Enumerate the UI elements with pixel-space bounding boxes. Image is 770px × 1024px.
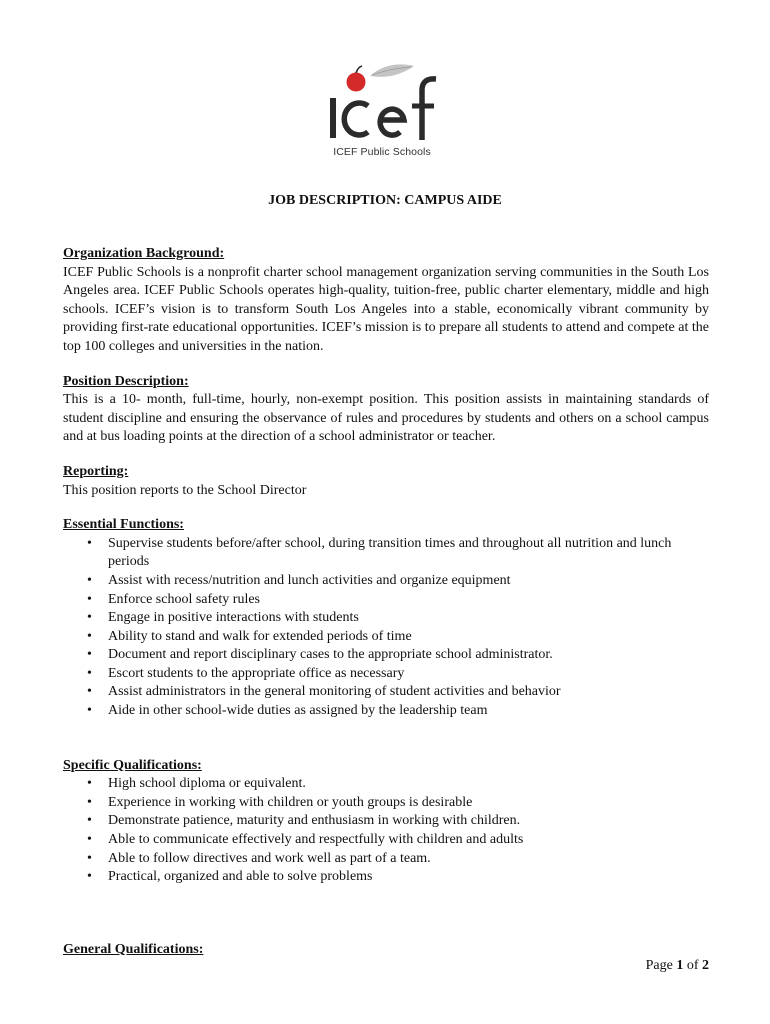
bullet-icon: • bbox=[87, 869, 92, 885]
list-item: • Assist with recess/nutrition and lunch activities and organize equipment bbox=[63, 572, 709, 591]
section-text: ICEF Public Schools is a nonprofit charter school management organization serving communities in the South Los Angeles area. ICEF Public Schools operates high-quality, tuition-free, public charter elementary, middle and high schools. ICEF’s vision is to transform South Los Angeles into a stable, economically vibrant community by providing first-rate educational opportunities. ICEF’s mission is to prepare all students to attend and compete at the top 100 colleges and universities in the nation. bbox=[63, 264, 709, 354]
section-position-description bbox=[63, 373, 709, 447]
bullet-icon: • bbox=[87, 665, 92, 681]
section-heading: General Qualifications: bbox=[63, 941, 204, 957]
bullet-icon: • bbox=[87, 703, 92, 719]
bullet-list bbox=[63, 775, 709, 887]
apple-icon bbox=[347, 73, 366, 92]
list-item: • High school diploma or equivalent. bbox=[63, 775, 709, 794]
section-heading: Reporting: bbox=[63, 463, 129, 479]
list-item: • Enforce school safety rules bbox=[63, 591, 709, 610]
section-organization-background bbox=[63, 245, 709, 357]
section-text: This is a 10- month, full-time, hourly, non-exempt position. This position assists in maintaining standards of student discipline and ensuring the observance of rules and procedures by students and others on a school campus and at bus loading points at the direction of a school administrator or teacher. bbox=[63, 392, 709, 445]
of-word: of bbox=[686, 958, 699, 973]
section-essential-functions bbox=[63, 516, 709, 721]
list-item: • Escort students to the appropriate office as necessary bbox=[63, 665, 709, 684]
bullet-icon: • bbox=[87, 832, 92, 848]
bullet-icon: • bbox=[87, 794, 92, 810]
bullet-icon: • bbox=[87, 776, 92, 792]
section-general-qualifications bbox=[63, 941, 709, 960]
section-heading: Essential Functions: bbox=[63, 517, 184, 533]
list-item: • Able to follow directives and work well as part of a team. bbox=[63, 850, 709, 869]
bullet-icon: • bbox=[87, 684, 92, 700]
bullet-icon: • bbox=[87, 628, 92, 644]
section-heading: Position Description: bbox=[63, 373, 189, 389]
list-item: • Ability to stand and walk for extended periods of time bbox=[63, 628, 709, 647]
bullet-icon: • bbox=[87, 610, 92, 626]
list-item: • Supervise students before/after school, during transition times and throughout all nutrition and lunch periods bbox=[87, 535, 672, 570]
section-heading: Specific Qualifications: bbox=[63, 757, 202, 773]
list-item: • Experience in working with children or youth groups is desirable bbox=[63, 794, 709, 813]
list-item: • Assist administrators in the general monitoring of student activities and behavior bbox=[63, 683, 709, 702]
section-specific-qualifications bbox=[63, 757, 709, 887]
list-item: • Aide in other school-wide duties as assigned by the leadership team bbox=[63, 702, 709, 721]
bullet-list bbox=[63, 535, 709, 721]
bullet-icon: • bbox=[87, 535, 92, 551]
section-reporting bbox=[63, 463, 709, 500]
section-text: This position reports to the School Director bbox=[63, 482, 307, 498]
total-pages: 2 bbox=[702, 958, 709, 973]
apple-leaf-logo-icon bbox=[318, 62, 448, 146]
page-word: Page bbox=[645, 958, 673, 973]
bullet-icon: • bbox=[87, 647, 92, 663]
list-item: • Engage in positive interactions with students bbox=[63, 609, 709, 628]
bullet-icon: • bbox=[87, 813, 92, 829]
list-item: • Able to communicate effectively and respectfully with children and adults bbox=[63, 831, 709, 850]
leaf-icon bbox=[370, 64, 414, 77]
bullet-icon: • bbox=[87, 591, 92, 607]
bullet-icon: • bbox=[87, 850, 92, 866]
page-title: JOB DESCRIPTION: CAMPUS AIDE bbox=[268, 193, 502, 208]
logo-caption: ICEF Public Schools bbox=[333, 146, 431, 158]
list-item: • Practical, organized and able to solve problems bbox=[63, 868, 709, 887]
document-body bbox=[63, 245, 709, 959]
page-number bbox=[646, 958, 709, 974]
list-item: • Demonstrate patience, maturity and enthusiasm in working with children. bbox=[63, 812, 709, 831]
list-item: • Document and report disciplinary cases to the appropriate school administrator. bbox=[63, 646, 709, 665]
section-heading: Organization Background: bbox=[63, 246, 225, 261]
icef-logo bbox=[318, 62, 448, 162]
current-page: 1 bbox=[676, 958, 684, 973]
bullet-icon: • bbox=[87, 572, 92, 588]
